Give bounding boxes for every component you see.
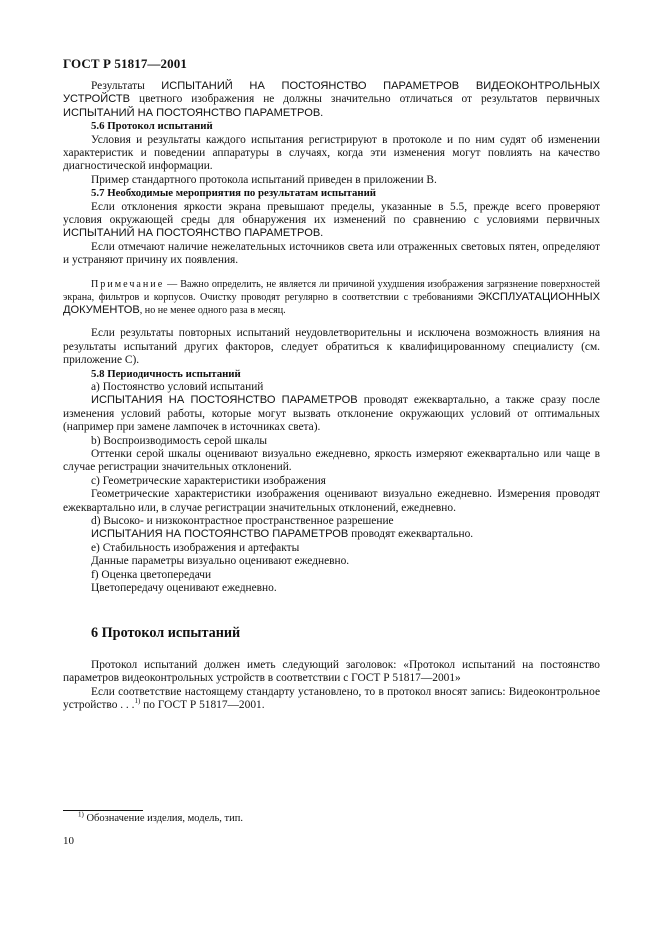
list-item-f-title: f) Оценка цветопередачи <box>91 568 212 581</box>
heading-5-7: 5.7 Необходимые мероприятия по результатам испытаний <box>91 187 377 200</box>
list-item-d-text: ИСПЫТАНИЯ НА ПОСТОЯНСТВО ПАРАМЕТРОВ проводят ежеквартально. <box>91 528 474 541</box>
footnote-divider <box>63 810 143 811</box>
paragraph-5-6-2: Пример стандартного протокола испытаний приведен в приложении В. <box>91 173 437 186</box>
document-header: ГОСТ Р 51817—2001 <box>63 56 187 71</box>
footnote-ref: 1) <box>134 697 141 706</box>
heading-5-8: 5.8 Периодичность испытаний <box>91 367 241 380</box>
heading-5-6: 5.6 Протокол испытаний <box>91 120 213 133</box>
paragraph-5-7-1: Если отклонения яркости экрана превышают пределы, указанные в 5.5, прежде всего проверяют условия окружающей среды для обнаружения их изменений по сравнению с условиями первичных ИСПЫТАНИЙ НА ПОСТОЯНСТВО ПАРАМЕТРОВ. <box>63 200 600 240</box>
paragraph-5-6-1: Условия и результаты каждого испытания регистрируют в протоколе и по ним судят об изменении характеристик и поведении аппаратуры в случаях, когда эти изменения могут повлиять на качество диагностической информации. <box>63 133 600 173</box>
heading-section-6: 6 Протокол испытаний <box>91 625 241 642</box>
list-item-d-title: d) Высоко- и низкоконтрастное пространственное разрешение <box>91 514 394 527</box>
list-item-e-title: е) Стабильность изображения и артефакты <box>91 541 300 554</box>
page-number: 10 <box>63 835 74 847</box>
list-item-b-title: b) Воспроизводимость серой шкалы <box>91 434 268 447</box>
paragraph-5-7-2: Если отмечают наличие нежелательных источников света или отраженных световых пятен, определяют и устраняют причину их появления. <box>63 240 600 267</box>
list-item-c-title: с) Геометрические характеристики изображения <box>91 474 326 487</box>
note-paragraph: Примечание — Важно определить, не является ли причиной ухудшения изображения загрязнение поверхностей экрана, фильтров и корпусов. Очистку проводят регулярно в соответствии с требованиями ЭКСПЛУАТАЦИОННЫХ ДОКУМЕНТОВ, но не менее одного раза в месяц. <box>63 278 600 317</box>
note-label: Примечание <box>91 278 165 290</box>
list-item-a-text: ИСПЫТАНИЯ НА ПОСТОЯНСТВО ПАРАМЕТРОВ проводят ежеквартально, а также сразу после изменения условий работы, которые могут вызвать отклонение окружающих условий от оптимальных (например при замене лампочек в источниках света). <box>63 394 600 434</box>
paragraph-results: Результаты ИСПЫТАНИЙ НА ПОСТОЯНСТВО ПАРАМЕТРОВ ВИДЕОКОНТРОЛЬНЫХ УСТРОЙСТВ цветного изображения не должны значительно отличаться от результатов первичных ИСПЫТАНИЙ НА ПОСТОЯНСТВО ПАРАМЕТРОВ. <box>63 80 600 119</box>
list-item-c-text: Геометрические характеристики изображения оценивают визуально ежедневно. Измерения проводят ежеквартально или, в случае регистрации значительных отклонений, ежедневно. <box>63 488 600 514</box>
paragraph-5-7-3: Если результаты повторных испытаний неудовлетворительны и исключена возможность влияния на результаты испытаний других факторов, следует обратиться к квалифицированному специалисту (см. приложение С). <box>63 327 600 367</box>
document-body <box>63 80 600 712</box>
footnote: $^{1)}$ Обозначение изделия, модель, тип. <box>78 810 243 824</box>
paragraph-6-1: Протокол испытаний должен иметь следующий заголовок: «Протокол испытаний на постоянство параметров видеоконтрольных устройств в соответствии с ГОСТ Р 51817—2001» <box>63 658 600 685</box>
list-item-a-title: а) Постоянство условий испытаний <box>91 380 264 393</box>
paragraph-6-2: Если соответствие настоящему стандарту установлено, то в протокол вносят запись: Видеоконтрольное устройство . . .$^{1)}$ по ГОСТ Р 51817—2001. <box>63 685 600 712</box>
list-item-b-text: Оттенки серой шкалы оценивают визуально ежедневно, яркость измеряют ежеквартально или чаще в случае регистрации значительных отклонений. <box>63 447 600 474</box>
list-item-e-text: Данные параметры визуально оценивают ежедневно. <box>91 555 350 568</box>
list-item-f-text: Цветопередачу оценивают ежедневно. <box>91 582 277 595</box>
